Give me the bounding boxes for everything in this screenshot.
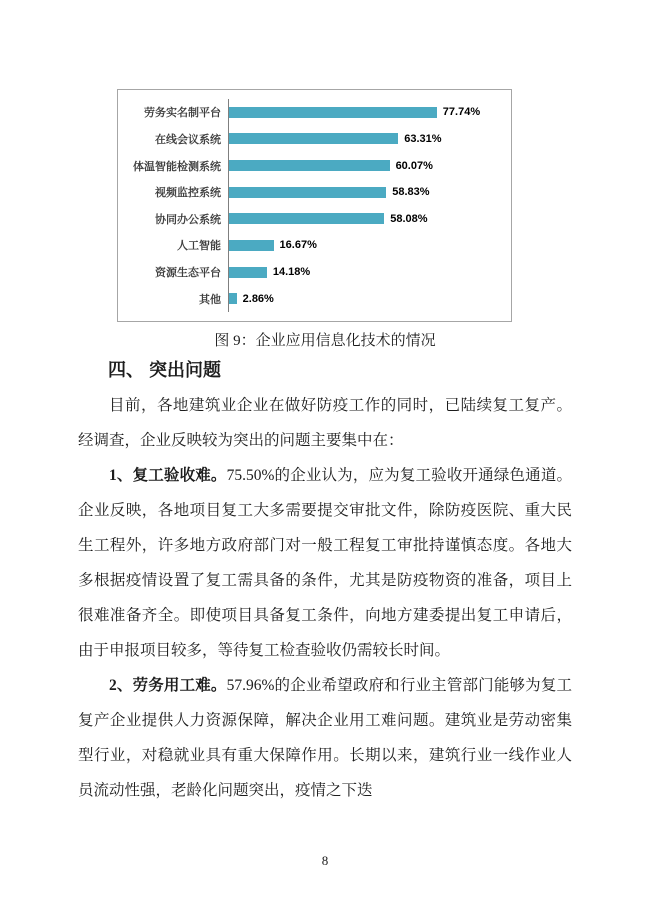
chart-row (118, 285, 511, 312)
paragraph-lead: 1、复工验收难。 (109, 467, 227, 484)
plot-area-row (228, 99, 511, 126)
paragraph-text: 57.96%的企业希望政府和行业主管部门能够为复工复产企业提供人力资源保障，解决企业用工难问题。建筑业是劳动密集型行业，对稳就业具有重大保障作用。长期以来，建筑行业一线作业人员流动性强，老龄化问题突出，疫情之下迭 (78, 677, 572, 799)
bar (229, 213, 384, 224)
bar (229, 293, 237, 304)
category-label: 其他 (199, 293, 221, 306)
category-label: 在线会议系统 (155, 133, 221, 146)
category-label: 体温智能检测系统 (133, 160, 221, 173)
paragraph (78, 388, 572, 458)
paragraph-lead: 2、劳务用工难。 (109, 677, 227, 694)
plot-area-row (228, 232, 511, 259)
bar (229, 187, 386, 198)
body-text (78, 388, 572, 808)
chart-row (118, 206, 511, 233)
category-label: 人工智能 (177, 240, 221, 253)
chart-row (118, 126, 511, 153)
paragraph-text: 目前，各地建筑业企业在做好防疫工作的同时，已陆续复工复产。经调查，企业反映较为突出的问题主要集中在： (78, 397, 572, 449)
chart-row (118, 179, 511, 206)
plot-area-row (228, 179, 511, 206)
bar (229, 267, 267, 278)
value-label: 58.83% (392, 186, 430, 199)
paragraph-text: 75.50%的企业认为，应为复工验收开通绿色通道。企业反映，各地项目复工大多需要提交审批文件，除防疫医院、重大民生工程外，许多地方政府部门对一般工程复工审批持谨慎态度。各地大多根据疫情设置了复工需具备的条件，尤其是防疫物资的准备，项目上很难准备齐全。即使项目具备复工条件，向地方建委提出复工申请后，由于申报项目较多，等待复工检查验收仍需较长时间。 (78, 467, 572, 659)
chart-row (118, 259, 511, 286)
value-label: 14.18% (272, 266, 311, 279)
value-label: 77.74% (442, 106, 481, 119)
chart-row (118, 232, 511, 259)
bar (229, 133, 398, 144)
paragraph (78, 668, 572, 808)
bar-chart (117, 89, 512, 322)
value-label: 60.07% (395, 159, 433, 172)
plot-area-row (228, 259, 511, 286)
category-label: 劳务实名制平台 (144, 107, 221, 120)
value-label: 63.31% (404, 132, 442, 145)
category-label: 视频监控系统 (155, 187, 221, 200)
bar (229, 160, 390, 171)
plot-area-row (228, 126, 511, 153)
plot-area-row (228, 285, 511, 312)
page-number: 8 (321, 853, 329, 868)
bar (229, 107, 437, 118)
category-label: 资源生态平台 (155, 267, 221, 280)
bar (229, 240, 274, 251)
chart-row (118, 99, 511, 126)
value-label: 2.86% (242, 292, 274, 305)
plot-area-row (228, 152, 511, 179)
value-label: 16.67% (279, 239, 317, 252)
plot-area-row (228, 206, 511, 233)
chart-row (118, 152, 511, 179)
figure-caption: 图 9：企业应用信息化技术的情况 (214, 333, 436, 349)
value-label: 58.08% (390, 212, 428, 225)
category-label: 协同办公系统 (155, 213, 221, 226)
section-heading: 四、 突出问题 (108, 360, 222, 380)
paragraph (78, 458, 572, 668)
